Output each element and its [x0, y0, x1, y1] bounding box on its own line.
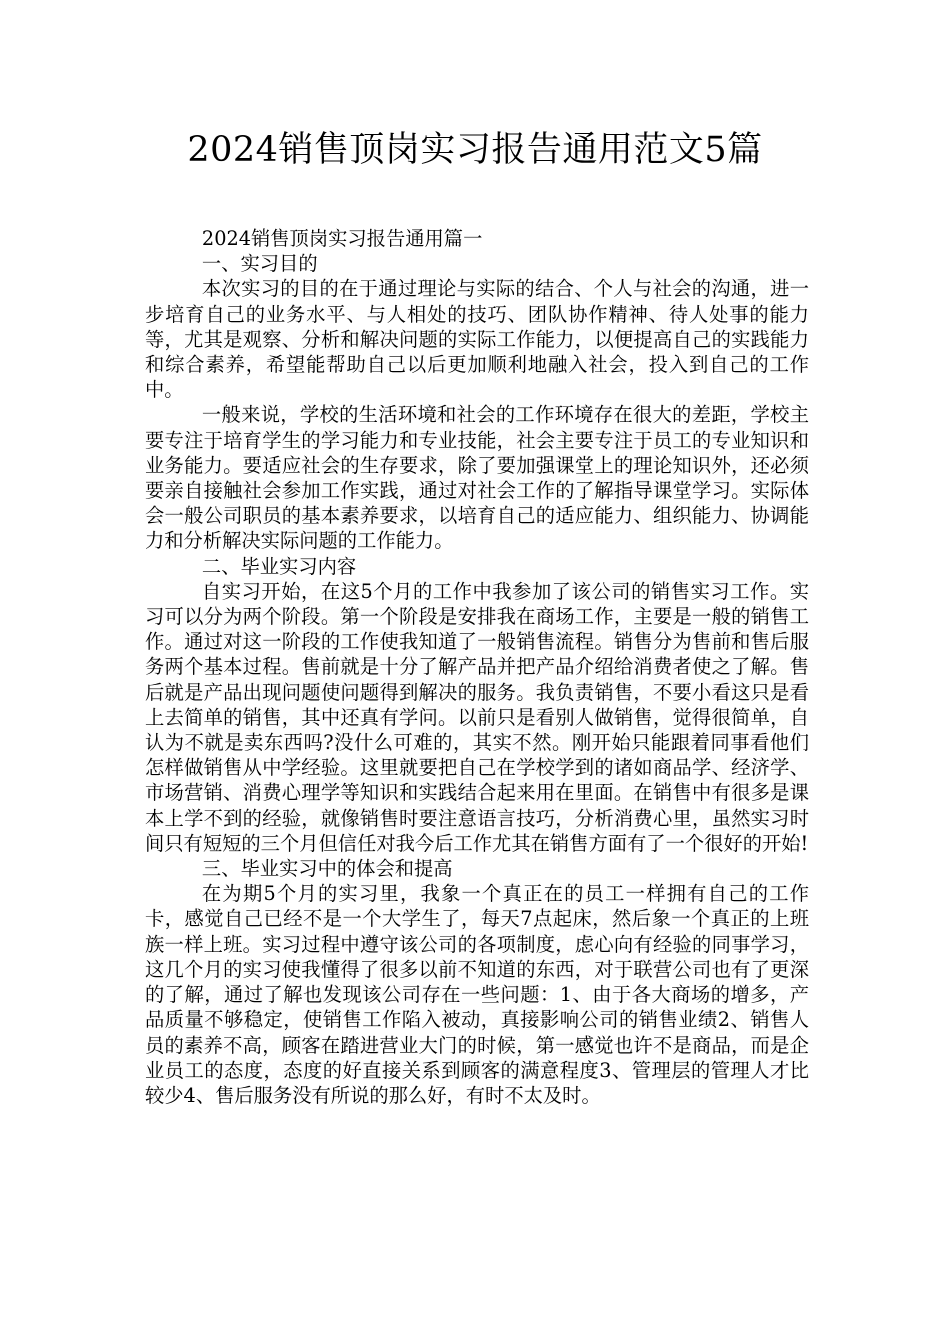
- paragraph-environment: 一般来说，学校的生活环境和社会的工作环境存在很大的差距，学校主要专注于培育学生的学习能力和专业技能，社会主要专注于员工的专业知识和业务能力。要适应社会的生存要求，除了要加强课堂上的理论知识外，还必须要亲自接触社会参加工作实践，通过对社会工作的了解指导课堂学习。实际体会一般公司职员的基本素养要求，以培育自己的适应能力、组织能力、协调能力和分析解决实际问题的工作能力。: [145, 403, 809, 553]
- paragraph-experience: 在为期5个月的实习里，我象一个真正在的员工一样拥有自己的工作卡，感觉自己已经不是一个大学生了，每天7点起床，然后象一个真正的上班族一样上班。实习过程中遵守该公司的各项制度，虑心向有经验的同事学习，这几个月的实习使我懂得了很多以前不知道的东西，对于联营公司也有了更深的了解，通过了解也发现该公司存在一些问题：1、由于各大商场的增多，产品质量不够稳定，使销售工作陷入被动，真接影响公司的销售业绩2、销售人员的素养不高，顾客在踏进营业大门的时候，第一感觉也许不是商品，而是企业员工的态度，态度的好直接关系到顾客的满意程度3、管理层的管理人才比较少4、售后服务没有所说的那么好，有时不太及时。: [145, 882, 809, 1107]
- section-heading-article-one: 2024销售顶岗实习报告通用篇一: [201, 227, 483, 250]
- section-heading-experience: 三、毕业实习中的体会和提高: [201, 857, 453, 881]
- paragraph-purpose: 本次实习的目的在于通过理论与实际的结合、个人与社会的沟通，进一步培育自己的业务水平、与人相处的技巧、团队协作精神、待人处事的能力等，尤其是观察、分析和解决问题的实际工作能力，以便提高自己的实践能力和综合素养，希望能帮助自己以后更加顺利地融入社会，投入到自己的工作中。: [145, 277, 809, 402]
- section-heading-purpose: 一、实习目的: [201, 252, 318, 276]
- paragraph-content: 自实习开始，在这5个月的工作中我参加了该公司的销售实习工作。实习可以分为两个阶段。第一个阶段是安排我在商场工作，主要是一般的销售工作。通过对这一阶段的工作使我知道了一般销售流程。销售分为售前和售后服务两个基本过程。售前就是十分了解产品并把产品介绍给消费者使之了解。售后就是产品出现问题使问题得到解决的服务。我负责销售，不要小看这只是看上去简单的销售，其中还真有学问。以前只是看别人做销售，觉得很简单，自认为不就是卖东西吗?没什么可难的，其实不然。刚开始只能跟着同事看他们怎样做销售从中学经验。这里就要把自己在学校学到的诸如商品学、经济学、市场营销、消费心理学等知识和实践结合起来用在里面。在销售中有很多是课本上学不到的经验，就像销售时要注意语言技巧，分析消费心里，虽然实习时间只有短短的三个月但信任对我今后工作尤其在销售方面有了一个很好的开始!: [145, 579, 809, 855]
- document-body: [145, 226, 809, 1108]
- document-title: 2024销售顶岗实习报告通用范文5篇: [187, 130, 763, 170]
- section-heading-content: 二、毕业实习内容: [201, 554, 357, 578]
